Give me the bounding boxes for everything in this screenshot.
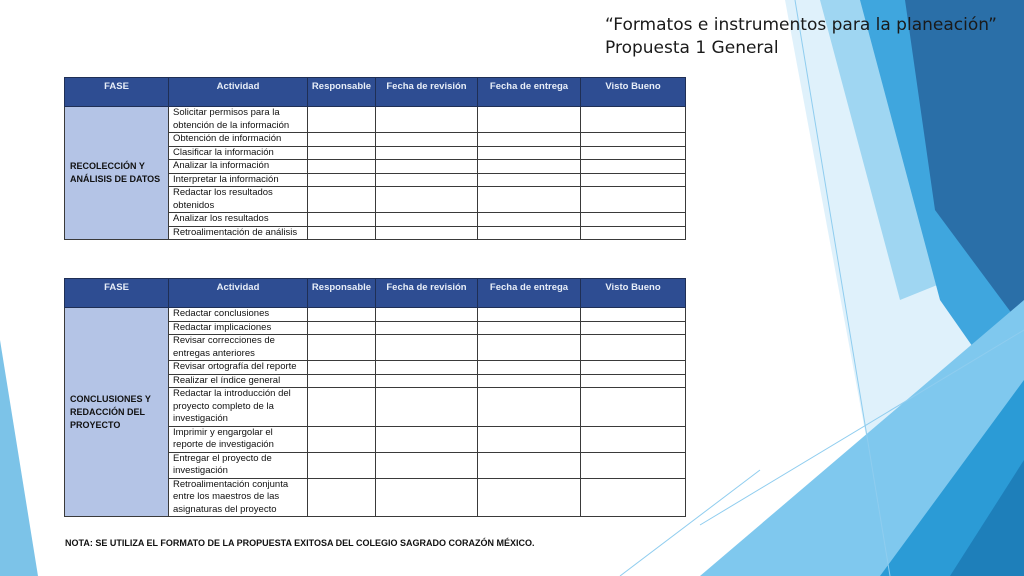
fecha-entrega-cell bbox=[478, 308, 581, 322]
visto-bueno-cell bbox=[581, 160, 686, 174]
responsable-cell bbox=[308, 321, 376, 335]
planning-table-recoleccion bbox=[64, 77, 686, 240]
fecha-revision-cell bbox=[376, 146, 478, 160]
fecha-entrega-cell bbox=[478, 452, 581, 478]
activity-cell: Redactar implicaciones bbox=[169, 321, 308, 335]
responsable-cell bbox=[308, 226, 376, 240]
visto-bueno-cell bbox=[581, 133, 686, 147]
header-fecha-revision: Fecha de revisión bbox=[376, 78, 478, 107]
responsable-cell bbox=[308, 308, 376, 322]
fecha-entrega-cell bbox=[478, 361, 581, 375]
fecha-revision-cell bbox=[376, 226, 478, 240]
responsable-cell bbox=[308, 173, 376, 187]
fecha-revision-cell bbox=[376, 173, 478, 187]
header-fecha-entrega: Fecha de entrega bbox=[478, 78, 581, 107]
fecha-entrega-cell bbox=[478, 213, 581, 227]
responsable-cell bbox=[308, 452, 376, 478]
header-actividad: Actividad bbox=[169, 279, 308, 308]
visto-bueno-cell bbox=[581, 308, 686, 322]
visto-bueno-cell bbox=[581, 107, 686, 133]
responsable-cell bbox=[308, 160, 376, 174]
fase-label-line: ANÁLISIS DE DATOS bbox=[70, 174, 161, 184]
fecha-entrega-cell bbox=[478, 160, 581, 174]
activity-cell: Entregar el proyecto de investigación bbox=[169, 452, 308, 478]
slide-title-line2: Propuesta 1 General bbox=[605, 38, 779, 58]
slide-title-line1: “Formatos e instrumentos para la planeación” bbox=[605, 15, 997, 35]
visto-bueno-cell bbox=[581, 374, 686, 388]
fecha-entrega-cell bbox=[478, 226, 581, 240]
fecha-revision-cell bbox=[376, 308, 478, 322]
fecha-entrega-cell bbox=[478, 426, 581, 452]
header-visto-bueno: Visto Bueno bbox=[581, 78, 686, 107]
visto-bueno-cell bbox=[581, 388, 686, 427]
header-responsable: Responsable bbox=[308, 78, 376, 107]
fecha-revision-cell bbox=[376, 452, 478, 478]
fecha-revision-cell bbox=[376, 335, 478, 361]
activity-cell: Revisar correcciones de entregas anteriores bbox=[169, 335, 308, 361]
header-fase: FASE bbox=[65, 279, 169, 308]
planning-table-conclusiones bbox=[64, 278, 686, 517]
fecha-revision-cell bbox=[376, 133, 478, 147]
responsable-cell bbox=[308, 388, 376, 427]
fase-label-line: CONCLUSIONES Y bbox=[70, 393, 151, 404]
fecha-revision-cell bbox=[376, 107, 478, 133]
header-visto-bueno: Visto Bueno bbox=[581, 279, 686, 308]
activity-cell: Redactar conclusiones bbox=[169, 308, 308, 322]
responsable-cell bbox=[308, 146, 376, 160]
header-responsable: Responsable bbox=[308, 279, 376, 308]
header-actividad: Actividad bbox=[169, 78, 308, 107]
fecha-entrega-cell bbox=[478, 374, 581, 388]
table-row bbox=[65, 308, 686, 322]
visto-bueno-cell bbox=[581, 335, 686, 361]
visto-bueno-cell bbox=[581, 173, 686, 187]
visto-bueno-cell bbox=[581, 321, 686, 335]
fecha-revision-cell bbox=[376, 160, 478, 174]
fecha-entrega-cell bbox=[478, 388, 581, 427]
footnote-nota: NOTA: SE UTILIZA EL FORMATO DE LA PROPUESTA EXITOSA DEL COLEGIO SAGRADO CORAZÓN MÉXICO. bbox=[65, 538, 535, 548]
fecha-revision-cell bbox=[376, 388, 478, 427]
activity-cell: Redactar los resultados obtenidos bbox=[169, 187, 308, 213]
activity-cell: Redactar la introducción del proyecto completo de la investigación bbox=[169, 388, 308, 427]
fecha-entrega-cell bbox=[478, 133, 581, 147]
responsable-cell bbox=[308, 213, 376, 227]
activity-cell: Retroalimentación de análisis bbox=[169, 226, 308, 240]
header-fecha-entrega: Fecha de entrega bbox=[478, 279, 581, 308]
activity-cell: Solicitar permisos para la obtención de la información bbox=[169, 107, 308, 133]
visto-bueno-cell bbox=[581, 146, 686, 160]
fecha-entrega-cell bbox=[478, 173, 581, 187]
header-fecha-revision: Fecha de revisión bbox=[376, 279, 478, 308]
fecha-revision-cell bbox=[376, 187, 478, 213]
responsable-cell bbox=[308, 133, 376, 147]
fecha-revision-cell bbox=[376, 374, 478, 388]
fase-cell bbox=[65, 107, 169, 240]
activity-cell: Imprimir y engargolar el reporte de investigación bbox=[169, 426, 308, 452]
activity-cell: Revisar ortografía del reporte bbox=[169, 361, 308, 375]
responsable-cell bbox=[308, 107, 376, 133]
activity-cell: Analizar la información bbox=[169, 160, 308, 174]
fecha-entrega-cell bbox=[478, 335, 581, 361]
fecha-revision-cell bbox=[376, 321, 478, 335]
table-row bbox=[65, 107, 686, 133]
visto-bueno-cell bbox=[581, 213, 686, 227]
fecha-revision-cell bbox=[376, 478, 478, 517]
visto-bueno-cell bbox=[581, 426, 686, 452]
fase-label-line: PROYECTO bbox=[70, 419, 121, 430]
fase-label-line: REDACCIÓN DEL bbox=[70, 406, 146, 417]
activity-cell: Obtención de información bbox=[169, 133, 308, 147]
responsable-cell bbox=[308, 374, 376, 388]
fecha-revision-cell bbox=[376, 361, 478, 375]
visto-bueno-cell bbox=[581, 478, 686, 517]
activity-cell: Analizar los resultados bbox=[169, 213, 308, 227]
responsable-cell bbox=[308, 335, 376, 361]
responsable-cell bbox=[308, 361, 376, 375]
fecha-entrega-cell bbox=[478, 321, 581, 335]
fecha-entrega-cell bbox=[478, 187, 581, 213]
responsable-cell bbox=[308, 426, 376, 452]
slide-title bbox=[605, 14, 997, 60]
visto-bueno-cell bbox=[581, 226, 686, 240]
fecha-entrega-cell bbox=[478, 146, 581, 160]
table-header-row bbox=[65, 279, 686, 308]
fecha-revision-cell bbox=[376, 426, 478, 452]
visto-bueno-cell bbox=[581, 361, 686, 375]
activity-cell: Interpretar la información bbox=[169, 173, 308, 187]
fecha-entrega-cell bbox=[478, 107, 581, 133]
header-fase: FASE bbox=[65, 78, 169, 107]
fecha-revision-cell bbox=[376, 213, 478, 227]
activity-cell: Clasificar la información bbox=[169, 146, 308, 160]
fase-label-line: RECOLECCIÓN Y bbox=[70, 161, 145, 171]
left-triangle-decor bbox=[0, 340, 38, 576]
activity-cell: Realizar el índice general bbox=[169, 374, 308, 388]
fase-cell bbox=[65, 308, 169, 517]
table-header-row bbox=[65, 78, 686, 107]
responsable-cell bbox=[308, 478, 376, 517]
visto-bueno-cell bbox=[581, 452, 686, 478]
responsable-cell bbox=[308, 187, 376, 213]
visto-bueno-cell bbox=[581, 187, 686, 213]
activity-cell: Retroalimentación conjunta entre los maestros de las asignaturas del proyecto bbox=[169, 478, 308, 517]
fecha-entrega-cell bbox=[478, 478, 581, 517]
